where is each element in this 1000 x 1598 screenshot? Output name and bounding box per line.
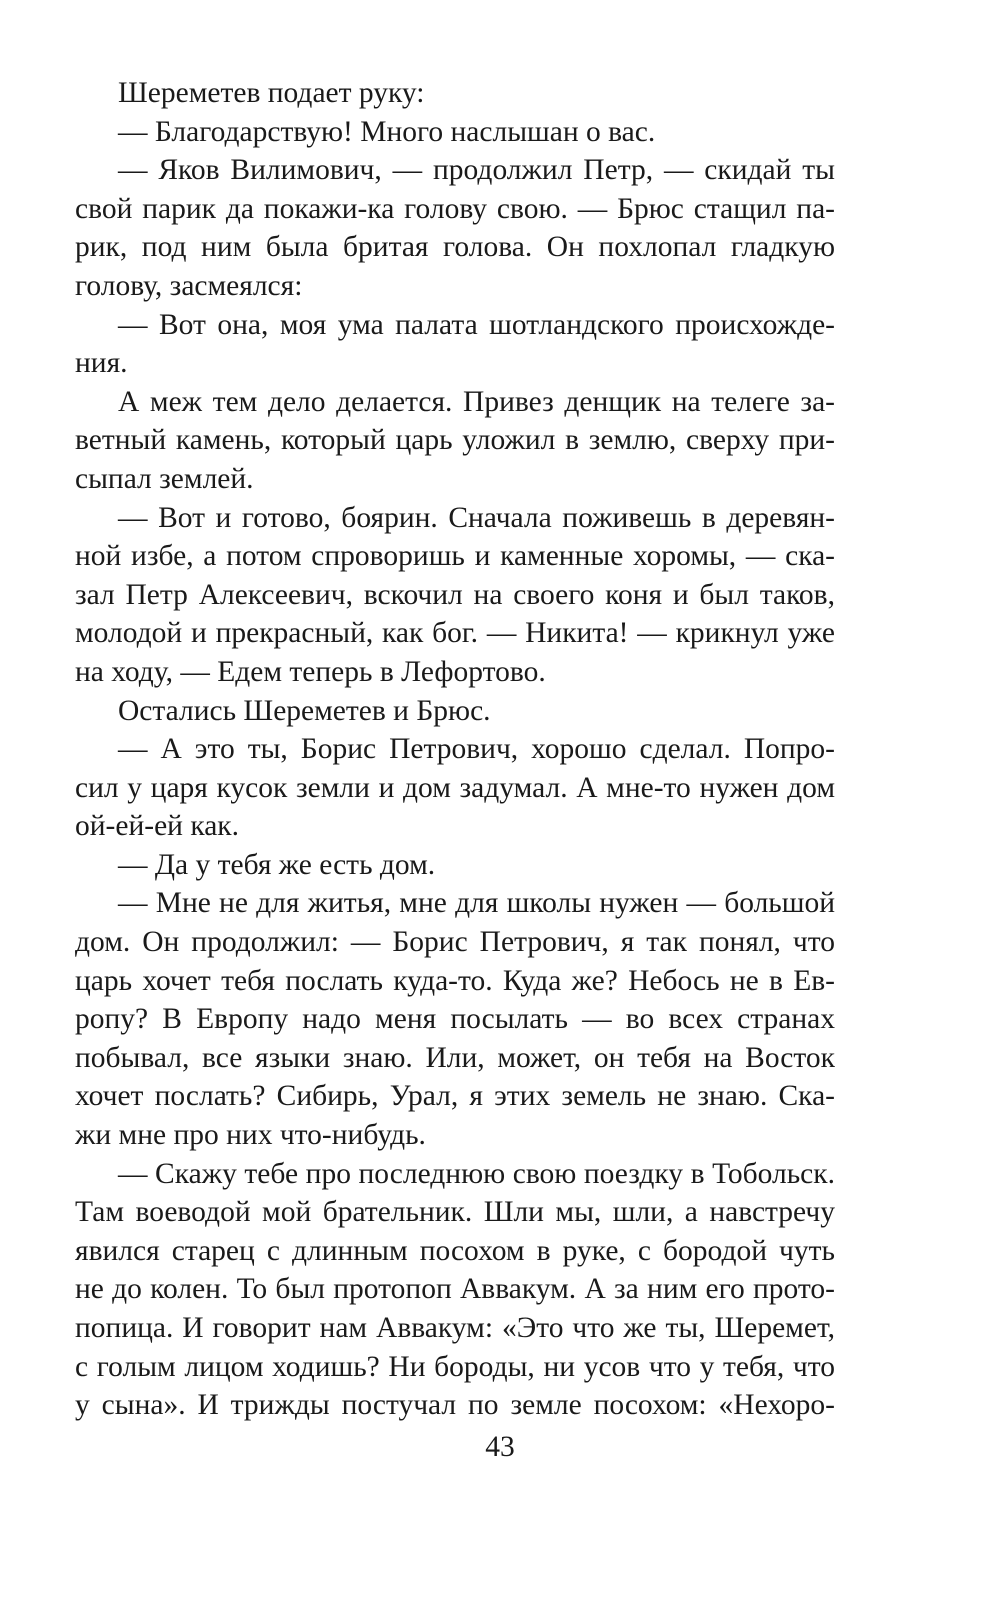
text-line: на ходу, — Едем теперь в Лефортово. — [75, 655, 546, 688]
text-line: голову, засмеялся: — [75, 269, 303, 302]
text-line: хочет послать? Сибирь, Урал, я этих земель не знаю. Ска- — [75, 1080, 835, 1113]
text-line: — А это ты, Борис Петрович, хорошо сделал. Попро- — [118, 733, 835, 766]
text-line: — Вот она, моя ума палата шотландского происхожде- — [118, 308, 835, 341]
text-line: явился старец с длинным посохом в руке, с бородой чуть — [75, 1234, 835, 1267]
text-line: не до колен. То был протопоп Аввакум. А за ним его прото- — [75, 1273, 835, 1306]
text-line: — Мне не для житья, мне для школы нужен — большой — [118, 887, 835, 920]
text-line: Остались Шереметев и Брюс. — [118, 694, 491, 727]
text-line: — Благодарствую! Много наслышан о вас. — [118, 115, 656, 148]
text-line: — Да у тебя же есть дом. — [118, 848, 436, 881]
page-number: 43 — [485, 1431, 515, 1463]
text-line: ой-ей-ей как. — [75, 810, 240, 843]
text-line: свой парик да покажи-ка голову свою. — Брюс стащил па- — [75, 192, 835, 225]
text-line: у сына». И трижды постучал по земле посохом: «Нехоро- — [75, 1389, 835, 1422]
text-line: рик, под ним была бритая голова. Он похлопал гладкую — [75, 231, 835, 264]
text-line: А меж тем дело делается. Привез денщик на телеге за- — [118, 385, 835, 418]
text-line: попица. И говорит нам Аввакум: «Это что же ты, Шеремет, — [75, 1312, 835, 1344]
text-line: ветный камень, который царь уложил в землю, сверху при- — [75, 424, 835, 457]
text-line: зал Петр Алексеевич, вскочил на своего коня и был таков, — [75, 578, 835, 611]
text-line: — Скажу тебе про последнюю свою поездку в Тобольск. — [118, 1157, 835, 1190]
text-line: — Яков Вилимович, — продолжил Петр, — скидай ты — [118, 154, 835, 187]
text-line: с голым лицом ходишь? Ни бороды, ни усов что у тебя, что — [75, 1350, 835, 1383]
text-line: дом. Он продолжил: — Борис Петрович, я так понял, что — [75, 926, 835, 959]
text-line: царь хочет тебя послать куда-то. Куда же? Небось не в Ев- — [75, 964, 835, 997]
text-line: жи мне про них что-нибудь. — [75, 1119, 426, 1152]
text-line: Шереметев подает руку: — [118, 77, 425, 109]
text-line: ропу? В Европу надо меня посылать — во всех странах — [75, 1003, 835, 1036]
text-line: ния. — [75, 347, 128, 380]
text-line: побывал, все языки знаю. Или, может, он тебя на Восток — [75, 1041, 835, 1074]
text-line: — Вот и готово, боярин. Сначала поживешь в деревян- — [118, 501, 835, 534]
page-text — [75, 74, 835, 1425]
text-line: молодой и прекрасный, как бог. — Никита! — крикнул уже — [75, 617, 835, 650]
text-line: ной избе, а потом спроворишь и каменные хоромы, — ска- — [75, 540, 835, 573]
text-line: сил у царя кусок земли и дом задумал. А мне-то нужен дом — [75, 771, 835, 804]
text-line: Там воеводой мой брательник. Шли мы, шли, а навстречу — [75, 1196, 835, 1229]
text-line: сыпал землей. — [75, 462, 254, 495]
